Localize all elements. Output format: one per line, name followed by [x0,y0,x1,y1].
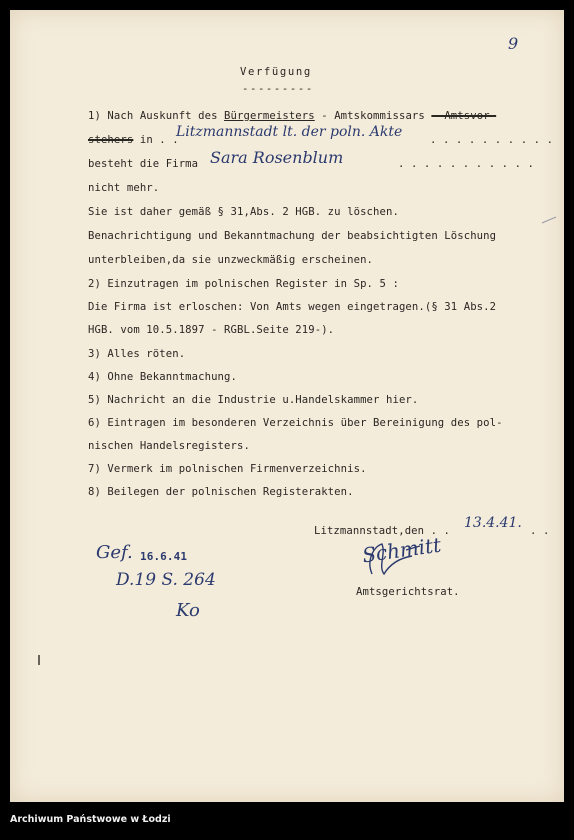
document-page [10,10,564,802]
item-5: 5) Nachricht an die Industrie u.Handelskammer hier. [88,394,419,406]
handwritten-firm-name: Sara Rosenblum [210,148,344,167]
title-rule: --------- [242,83,314,95]
item-6-line-1: 6) Eintragen im besonderen Verzeichnis über Bereinigung des pol- [88,417,503,429]
line-delete-order: Sie ist daher gemäß § 31,Abs. 2 HGB. zu löschen. [88,206,399,218]
line-notification-1: Benachrichtigung und Bekanntmachung der beabsichtigten Löschung [88,230,497,242]
item-1-line-3: besteht die Firma [88,158,199,170]
signature: Schmitt [360,532,443,568]
margin-initials: Ko [176,600,200,621]
item-1-amtskommissar: - Amtskommissars [321,110,425,122]
margin-reference: D.19 S. 264 [116,570,216,590]
item-4: 4) Ohne Bekanntmachung. [88,371,237,383]
item-1-amtsvorsteher: - Amtsvor- [431,110,497,122]
signature-flourish [360,540,430,580]
archive-footer: Archiwum Państwowe w Łodzi [10,814,171,825]
item-1-line-2 [88,134,179,146]
item-1-intro: 1) Nach Auskunft des [88,110,218,122]
handwritten-place: Litzmannstadt lt. der poln. Akte [176,124,403,140]
item-1-line-1 [88,110,496,122]
item-2-line-2: Die Firma ist erloschen: Von Amts wegen eingetragen.(§ 31 Abs.2 [88,301,497,313]
item-2-line-3: HGB. vom 10.5.1897 - RGBL.Seite 219-). [88,324,335,336]
dot-leader-1: . . . . . . . . . . [430,134,554,146]
item-1-in: in . . [139,134,179,146]
item-1-line-4: nicht mehr. [88,182,160,194]
item-1-buergermeister: Bürgermeisters [224,110,315,122]
page-number: 9 [508,34,519,53]
item-1-stehers: stehers [88,134,134,146]
item-3: 3) Alles röten. [88,348,186,360]
handwritten-date: 13.4.41. [464,515,522,531]
margin-stamp-date: 16.6.41 [140,550,188,563]
item-6-line-2: nischen Handelsregisters. [88,440,250,452]
margin-gef: Gef. [96,542,133,563]
document-title: Verfügung [240,66,312,78]
item-2-line-1: 2) Einzutragen im polnischen Register in Sp. 5 : [88,278,399,290]
signer-title: Amtsgerichtsrat. [356,586,460,598]
item-7: 7) Vermerk im polnischen Firmenverzeichnis. [88,463,367,475]
line-notification-2: unterbleiben,da sie unzweckmäßig erscheinen. [88,254,374,266]
edge-mark-right [540,215,560,225]
date-leader: . . [530,525,550,537]
dot-leader-2: . . . . . . . . . . . [398,158,535,170]
margin-mark-left [36,654,42,666]
place-date: Litzmannstadt,den . . [314,525,451,537]
item-8: 8) Beilegen der polnischen Registerakten. [88,486,354,498]
